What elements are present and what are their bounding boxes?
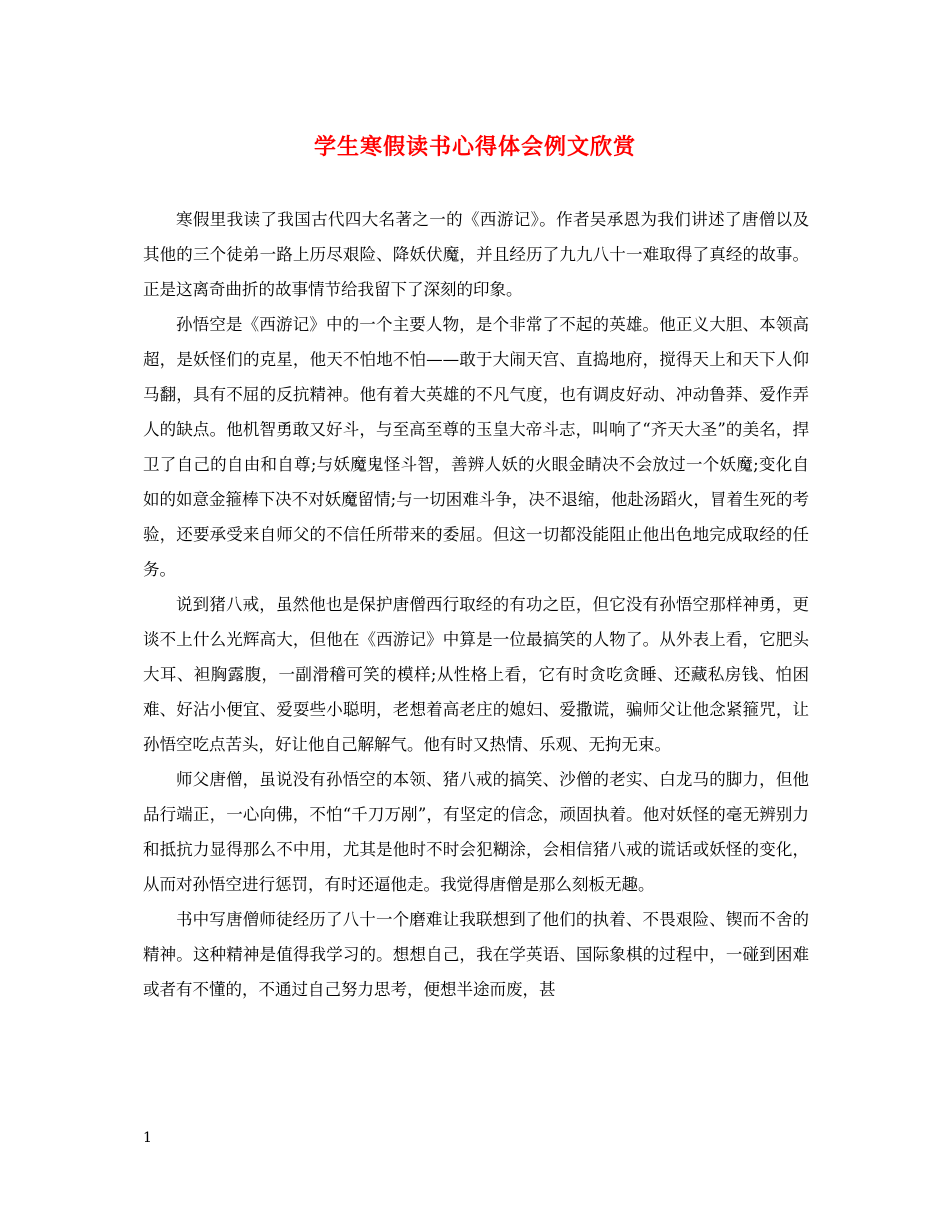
paragraph-1: 寒假里我读了我国古代四大名著之一的《西游记》。作者吴承恩为我们讲述了唐僧以及其他的三个徒弟一路上历尽艰险、降妖伏魔，并且经历了九九八十一难取得了真经的故事。正是这离奇曲折的故事情节给我留下了深刻的印象。 <box>143 210 809 299</box>
paragraph-3: 说到猪八戒，虽然他也是保护唐僧西行取经的有功之臣，但它没有孙悟空那样神勇，更谈不上什么光辉高大，但他在《西游记》中算是一位最搞笑的人物了。从外表上看，它肥头大耳、袒胸露腹，一副滑稽可笑的模样;从性格上看，它有时贪吃贪睡、还藏私房钱、怕困难、好沾小便宜、爱耍些小聪明，老想着高老庄的媳妇、爱撒谎，骗师父让他念紧箍咒，让孙悟空吃点苦头，好让他自己解解气。他有时又热情、乐观、无拘无束。 <box>143 595 809 754</box>
document-title: 学生寒假读书心得体会例文欣赏 <box>313 134 636 160</box>
paragraph-5: 书中写唐僧师徒经历了八十一个磨难让我联想到了他们的执着、不畏艰险、锲而不舍的精神。这种精神是值得我学习的。想想自己，我在学英语、国际象棋的过程中，一碰到困难或者有不懂的，不通过自己努力思考，便想半途而废，甚 <box>143 910 809 999</box>
paragraph-2: 孙悟空是《西游记》中的一个主要人物，是个非常了不起的英雄。他正义大胆、本领高超，是妖怪们的克星，他天不怕地不怕——敢于大闹天宫、直捣地府，搅得天上和天下人仰马翻，具有不屈的反抗精神。他有着大英雄的不凡气度，也有调皮好动、冲动鲁莽、爱作弄人的缺点。他机智勇敢又好斗，与至高至尊的玉皇大帝斗志，叫响了“齐天大圣”的美名，捍卫了自己的自由和自尊;与妖魔鬼怪斗智，善辨人妖的火眼金睛决不会放过一个妖魔;变化自如的如意金箍棒下决不对妖魔留情;与一切困难斗争，决不退缩，他赴汤蹈火，冒着生死的考验，还要承受来自师父的不信任所带来的委屈。但这一切都没能阻止他出色地完成取经的任务。 <box>143 315 809 579</box>
document-body <box>143 202 809 1007</box>
page-number: 1 <box>143 1130 152 1146</box>
paragraph-4: 师父唐僧，虽说没有孙悟空的本领、猪八戒的搞笑、沙僧的老实、白龙马的脚力，但他品行端正，一心向佛，不怕“千刀万剐”，有坚定的信念，顽固执着。他对妖怪的毫无辨别力和抵抗力显得那么不中用，尤其是他时不时会犯糊涂，会相信猪八戒的谎话或妖怪的变化，从而对孙悟空进行惩罚，有时还逼他走。我觉得唐僧是那么刻板无趣。 <box>143 770 809 894</box>
